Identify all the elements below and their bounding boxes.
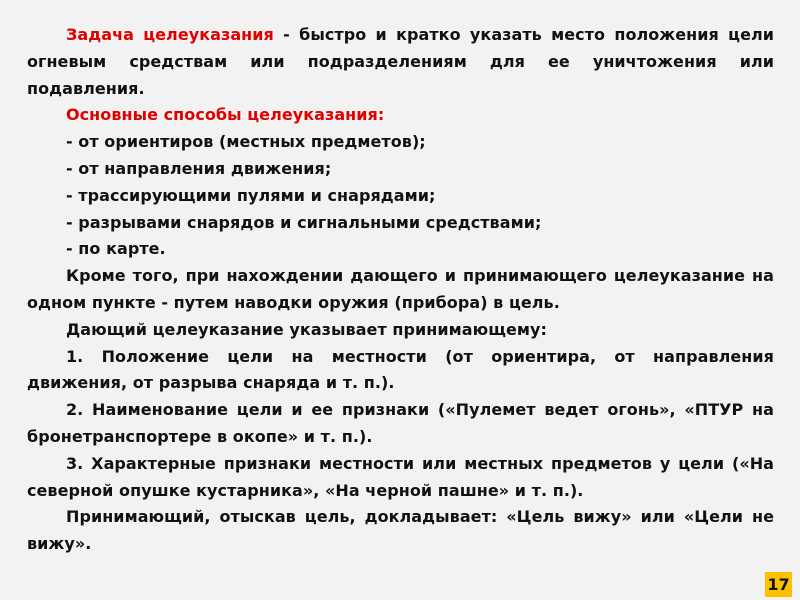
task-definition: - быстро и кратко указать место положения цели огневым средствам или подразделениям для ее уничтожения или подавления.	[27, 25, 774, 98]
method-item: - от направления движения;	[66, 158, 332, 178]
task-definition-paragraph	[27, 22, 774, 102]
page-number-badge: 17	[765, 572, 792, 597]
giver-point: 1. Положение цели на местности (от ориентира, от направления движения, от разрыва снаряда и т. п.).	[27, 346, 774, 393]
method-item: - разрывами снарядов и сигнальными средствами;	[66, 212, 542, 232]
slide-text-body	[27, 22, 774, 558]
method-item: - трассирующими пулями и снарядами;	[66, 185, 436, 205]
methods-heading: Основные способы целеуказания:	[66, 105, 385, 125]
giver-point: 3. Характерные признаки местности или местных предметов у цели («На северной опушке кустарника», «На черной пашне» и т. п.).	[27, 453, 774, 500]
additional-method-paragraph: Кроме того, при нахождении дающего и принимающего целеуказание на одном пункте - путем наводки оружия (прибора) в цель.	[27, 266, 774, 312]
task-term: Задача целеуказания	[66, 25, 274, 44]
method-item: - от ориентиров (местных предметов);	[66, 132, 426, 152]
giver-point: 2. Наименование цели и ее признаки («Пулемет ведет огонь», «ПТУР на бронетранспортере в окопе» и т. п.).	[27, 400, 774, 446]
method-item: - по карте.	[66, 239, 166, 259]
receiver-report-paragraph: Принимающий, отыскав цель, докладывает: «Цель вижу» или «Цели не вижу».	[27, 507, 774, 554]
giver-intro: Дающий целеуказание указывает принимающему:	[66, 319, 547, 339]
